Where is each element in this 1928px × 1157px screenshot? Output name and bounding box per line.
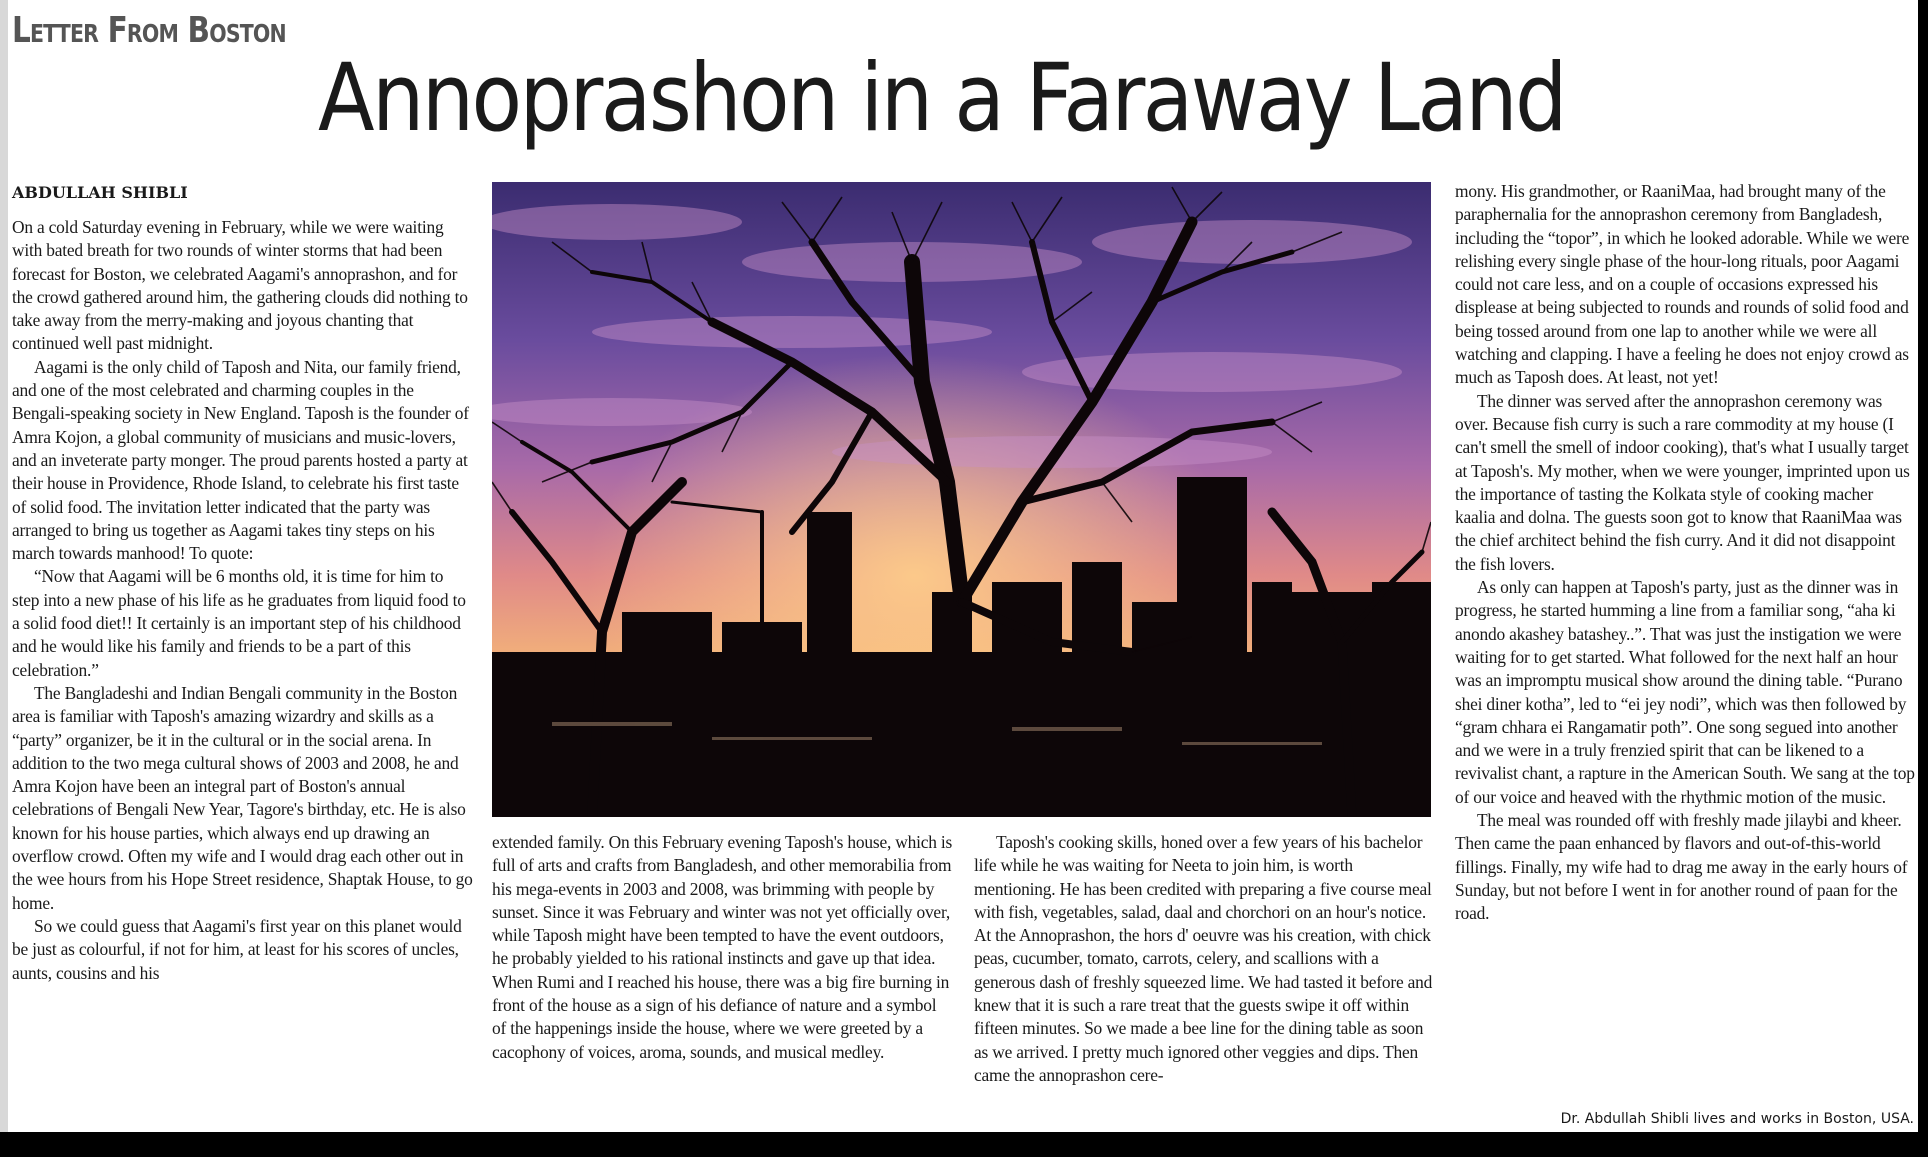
article-column-3 (974, 831, 1436, 1087)
page-edge-left (0, 0, 8, 1132)
article-column-1 (12, 216, 474, 985)
section-label: Letter From Boston (12, 10, 286, 51)
paragraph: Aagami is the only child of Taposh and Nita, our family friend, and one of the most celebrated and charming couples in the Bengali-speaking society in New England. Taposh is the founder of Amra Kojon, a global community of musicians and music-lovers, and an inveterate party monger. The proud parents hosted a party at their house in Providence, Rhode Island, to celebrate his first taste of solid food. The invitation letter indicated that the party was arranged to bring us together as Aagami takes tiny steps on his march towards manhood! To quote: (12, 356, 469, 564)
page-edge-bottom (0, 1132, 1928, 1157)
sunset-skyline-image (492, 182, 1431, 817)
paragraph: So we could guess that Aagami's first year on this planet would be just as colourful, if not for him, at least for his scores of uncles, aunts, cousins and his (12, 915, 462, 983)
page-edge-right (1918, 0, 1928, 1157)
paragraph: The meal was rounded off with freshly made jilaybi and kheer. Then came the paan enhanced by flavors and out-of-this-world fillings. Finally, my wife had to drag me away in the early hours of Sunday, but not before I went in for another round of paan for the road. (1455, 810, 1908, 924)
paragraph: “Now that Aagami will be 6 months old, it is time for him to step into a new phase of his life as he graduates from liquid food to a solid food diet!! It certainly is an important step of his childhood and he would like his family and friends to be a part of this celebration.” (12, 566, 466, 680)
paragraph: extended family. On this February evening Taposh's house, which is full of arts and crafts from Bangladesh, and other memorabilia from his mega-events in 2003 and 2008, was brimming with people by sunset. Since it was February and winter was not yet officially over, while Taposh might have been tempted to have the event outdoors, he probably yielded to his rational instincts and gave up that idea. When Rumi and I reached his house, there was a big fire burning in front of the house as a sign of his defiance of nature and a symbol of the happenings inside the house, where we were greeted by a cacophony of voices, aroma, sounds, and musical medley. (492, 832, 953, 1062)
paragraph: On a cold Saturday evening in February, while we were waiting with bated breath for two rounds of winter storms that had been forecast for Boston, we celebrated Aagami's annoprashon, and for the crowd gathered around him, the gathering clouds did nothing to take away from the merry-making and joyous chanting that continued well past midnight. (12, 217, 468, 354)
byline: ABDULLAH SHIBLI (12, 183, 188, 202)
paragraph: The dinner was served after the annoprashon ceremony was over. Because fish curry is such a rare commodity at my house (I can't smell the smell of indoor cooking), that's what I usually target at Taposh's. My mother, when we were younger, imprinted upon us the importance of tasting the Kolkata style of cooking macher kaalia and dolna. The guests soon got to know that RaaniMaa was the chief architect behind the fish curry. And it did not disappoint the fish lovers. (1455, 390, 1910, 574)
article-column-4 (1455, 180, 1917, 926)
article-headline: Annoprashon in a Faraway Land (318, 44, 1565, 153)
paragraph: Taposh's cooking skills, honed over a few years of his bachelor life while he was waiting for Neeta to join him, is worth mentioning. He has been credited with preparing a five course meal with fish, vegetables, salad, daal and chorchori on an hour's notice. At the Annoprashon, the hors d' oeuvre was his creation, with chick peas, cucumber, tomato, carrots, celery, and scallions with a generous dash of freshly squeezed lime. We had tasted it before and knew that it is such a rare treat that the guests swipe it off within fifteen minutes. So we made a bee line for the dining table as soon as we arrived. I pretty much ignored other veggies and dips. Then came the annoprashon cere- (974, 832, 1433, 1085)
author-credit: Dr. Abdullah Shibli lives and works in Boston, USA. (1560, 1111, 1914, 1127)
paragraph: mony. His grandmother, or RaaniMaa, had brought many of the paraphernalia for the annoprashon ceremony from Bangladesh, including the “topor”, in which he looked adorable. While we were relishing every single phase of the hour-long rituals, poor Aagami could not care less, and on a couple of occasions expressed his displease at being subjected to rounds and rounds of solid food and being tossed around from one lap to another while we were all watching and clapping. I have a feeling he does not enjoy crowd as much as Taposh does. At least, not yet! (1455, 181, 1910, 388)
article-photo (492, 182, 1431, 817)
paragraph: The Bangladeshi and Indian Bengali community in the Boston area is familiar with Taposh's amazing wizardry and skills as a “party” organizer, be it in the cultural or in the social arena. In addition to the two mega cultural shows of 2003 and 2008, he and Amra Kojon have been an integral part of Boston's annual celebrations of Bengali New Year, Tagore's birthday, etc. He is also known for his house parties, which always end up drawing an overflow crowd. Often my wife and I would drag each other out in the wee hours from his Hope Street residence, Shaptak House, to go home. (12, 682, 473, 913)
article-column-2 (492, 831, 954, 1064)
paragraph: As only can happen at Taposh's party, just as the dinner was in progress, he started humming a line from a familiar song, “aha ki anondo akashey batashey..”. That was just the instigation we were waiting for to get started. What followed for the next half an hour was an impromptu musical show around the dining table. “Purano shei diner kotha”, led to “ei jey nodi”, which was then followed by “gram chhara ei Rangamatir poth”. One song segued into another and we were in a truly frenzied spirit that can be likened to a revivalist chant, a rapture in the American South. We sang at the top of our voice and heaved with the rhythmic motion of the music. (1455, 577, 1915, 807)
